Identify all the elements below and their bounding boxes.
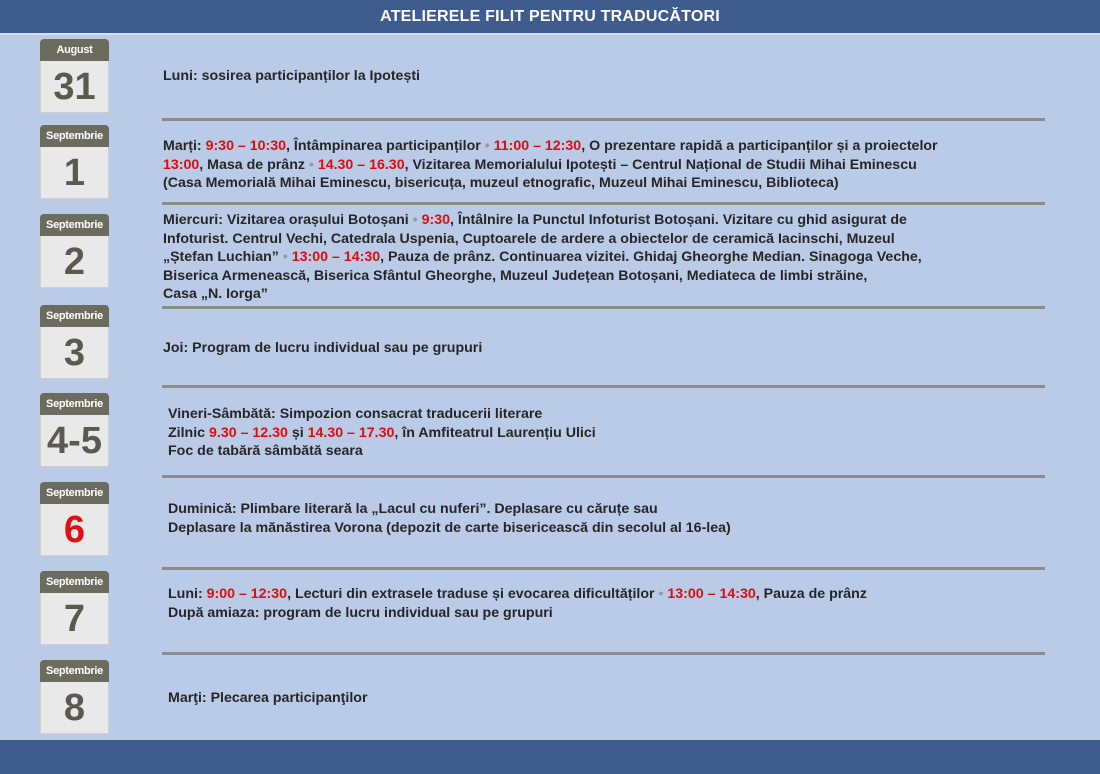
entry-line (168, 604, 1098, 623)
bullet-separator: • (484, 138, 490, 154)
date-badge (40, 393, 109, 467)
date-day: 2 (40, 236, 109, 288)
schedule-entry (168, 585, 1098, 622)
date-day: 3 (40, 327, 109, 379)
entry-line (168, 405, 1098, 424)
row-divider (162, 202, 1045, 205)
date-month: Septembrie (40, 214, 109, 236)
entry-line (168, 585, 1098, 604)
entry-line (163, 67, 1093, 86)
entry-text: Foc de tabără sâmbătă seara (168, 443, 363, 459)
date-month: Septembrie (40, 393, 109, 415)
schedule-entry (163, 67, 1093, 86)
date-month: Septembrie (40, 660, 109, 682)
entry-text: Miercuri: Vizitarea orașului Botoșani (163, 212, 413, 228)
entry-text: , Vizitarea Memorialului Ipotești – Centrul Național de Studii Mihai Eminescu (404, 156, 917, 173)
entry-line (163, 156, 1093, 175)
schedule-entry (168, 689, 1098, 708)
entry-text: Luni: (168, 586, 207, 602)
entry-text: Zilnic (168, 424, 209, 441)
entry-text: , Lecturi din extrasele traduse și evocarea dificultăților (287, 586, 659, 602)
entry-text: Casa „N. Iorga” (163, 286, 268, 302)
schedule-entry (163, 211, 1093, 304)
entry-line (168, 519, 1098, 538)
bullet-separator: • (282, 249, 288, 265)
entry-line (163, 174, 1093, 193)
row-divider (162, 567, 1045, 570)
bullet-separator: • (658, 586, 664, 602)
time-range: 13:00 – 14:30 (667, 586, 756, 602)
time-range: 11:00 – 12:30 (493, 138, 582, 154)
date-day: 1 (40, 147, 109, 199)
entry-text: Joi: Program de lucru individual sau pe grupuri (163, 340, 483, 356)
row-divider (162, 118, 1045, 121)
page-title: ATELIERELE FILIT PENTRU TRADUCĂTORI (0, 0, 1100, 33)
time-range: 9.30 – 12.30 (209, 424, 288, 441)
date-month: August (40, 39, 109, 61)
row-divider (162, 306, 1045, 309)
entry-line (168, 689, 1098, 708)
entry-text: „Ștefan Luchian” (163, 249, 283, 265)
schedule-entry (163, 339, 1093, 358)
entry-text: , în Amfiteatrul Laurențiu Ulici (394, 424, 596, 441)
entry-line (168, 424, 1098, 443)
entry-text: , Întâmpinarea participanților (286, 138, 485, 154)
date-day: 8 (40, 682, 109, 734)
date-day: 7 (40, 593, 109, 645)
entry-text: , Masa de prânz (199, 156, 309, 173)
date-badge (40, 214, 109, 288)
entry-line (168, 500, 1098, 519)
entry-text: (Casa Memorială Mihai Eminescu, bisericuța, muzeul etnografic, Muzeul Mihai Eminescu, Biblioteca) (163, 175, 839, 191)
row-divider (162, 652, 1045, 655)
entry-line (163, 211, 1093, 230)
entry-text: Infoturist. Centrul Vechi, Catedrala Uspenia, Cuptoarele de ardere a obiectelor de ceramică Iacinschi, Muzeul (163, 230, 895, 247)
entry-text: Marţi: Plecarea participanţilor (168, 690, 368, 706)
date-badge (40, 660, 109, 734)
entry-text: Biserica Armenească, Biserica Sfântul Gheorghe, Muzeul Județean Botoșani, Mediateca de limbi străine, (163, 267, 868, 284)
entry-text: Luni: sosirea participanților la Ipotești (163, 68, 420, 84)
time-range: 9:00 – 12:30 (206, 586, 288, 602)
time-range: 9:30 – 10:30 (205, 138, 287, 154)
entry-line (163, 137, 1093, 156)
date-badge (40, 125, 109, 199)
entry-line (163, 230, 1093, 249)
row-divider (162, 475, 1045, 478)
entry-text: Vineri-Sâmbătă: Simpozion consacrat traducerii literare (168, 406, 543, 422)
schedule-entry (168, 500, 1098, 537)
entry-text: Duminică: Plimbare literară la „Lacul cu nuferi”. Deplasare cu căruțe sau (168, 501, 658, 517)
entry-line (163, 248, 1093, 267)
date-day: 4-5 (40, 415, 109, 467)
footer-bar (0, 740, 1100, 774)
time-range: 13:00 (163, 156, 200, 173)
time-range: 13:00 – 14:30 (291, 249, 381, 265)
bullet-separator: • (308, 156, 314, 173)
entry-text: , Întâlnire la Punctul Infoturist Botoșani. Vizitare cu ghid asigurat de (450, 212, 907, 228)
header-divider (0, 33, 1100, 35)
entry-text: Marți: (163, 138, 206, 154)
time-range: 14.30 – 17.30 (307, 424, 395, 441)
date-day: 6 (40, 504, 109, 556)
entry-line (163, 267, 1093, 286)
row-divider (162, 385, 1045, 388)
schedule-entry (163, 137, 1093, 193)
entry-text: După amiaza: program de lucru individual sau pe grupuri (168, 604, 553, 621)
entry-text: , Pauza de prânz. Continuarea vizitei. Ghidaj Gheorghe Median. Sinagoga Veche, (380, 249, 922, 265)
date-month: Septembrie (40, 482, 109, 504)
entry-line (168, 442, 1098, 461)
time-range: 9:30 (421, 212, 450, 228)
entry-text: și (287, 424, 308, 441)
date-month: Septembrie (40, 125, 109, 147)
entry-text: , O prezentare rapidă a participanților și a proiectelor (581, 138, 938, 154)
entry-text: , Pauza de prânz (755, 586, 867, 602)
schedule-entry (168, 405, 1098, 461)
time-range: 14.30 – 16.30 (317, 156, 405, 173)
date-month: Septembrie (40, 571, 109, 593)
entry-line (163, 339, 1093, 358)
date-month: Septembrie (40, 305, 109, 327)
date-day: 31 (40, 61, 109, 113)
date-badge (40, 571, 109, 645)
date-badge (40, 305, 109, 379)
bullet-separator: • (412, 212, 418, 228)
entry-line (163, 285, 1093, 304)
entry-text: Deplasare la mănăstirea Vorona (depozit de carte bisericească din secolul al 16-lea) (168, 519, 731, 536)
date-badge (40, 482, 109, 556)
date-badge (40, 39, 109, 113)
